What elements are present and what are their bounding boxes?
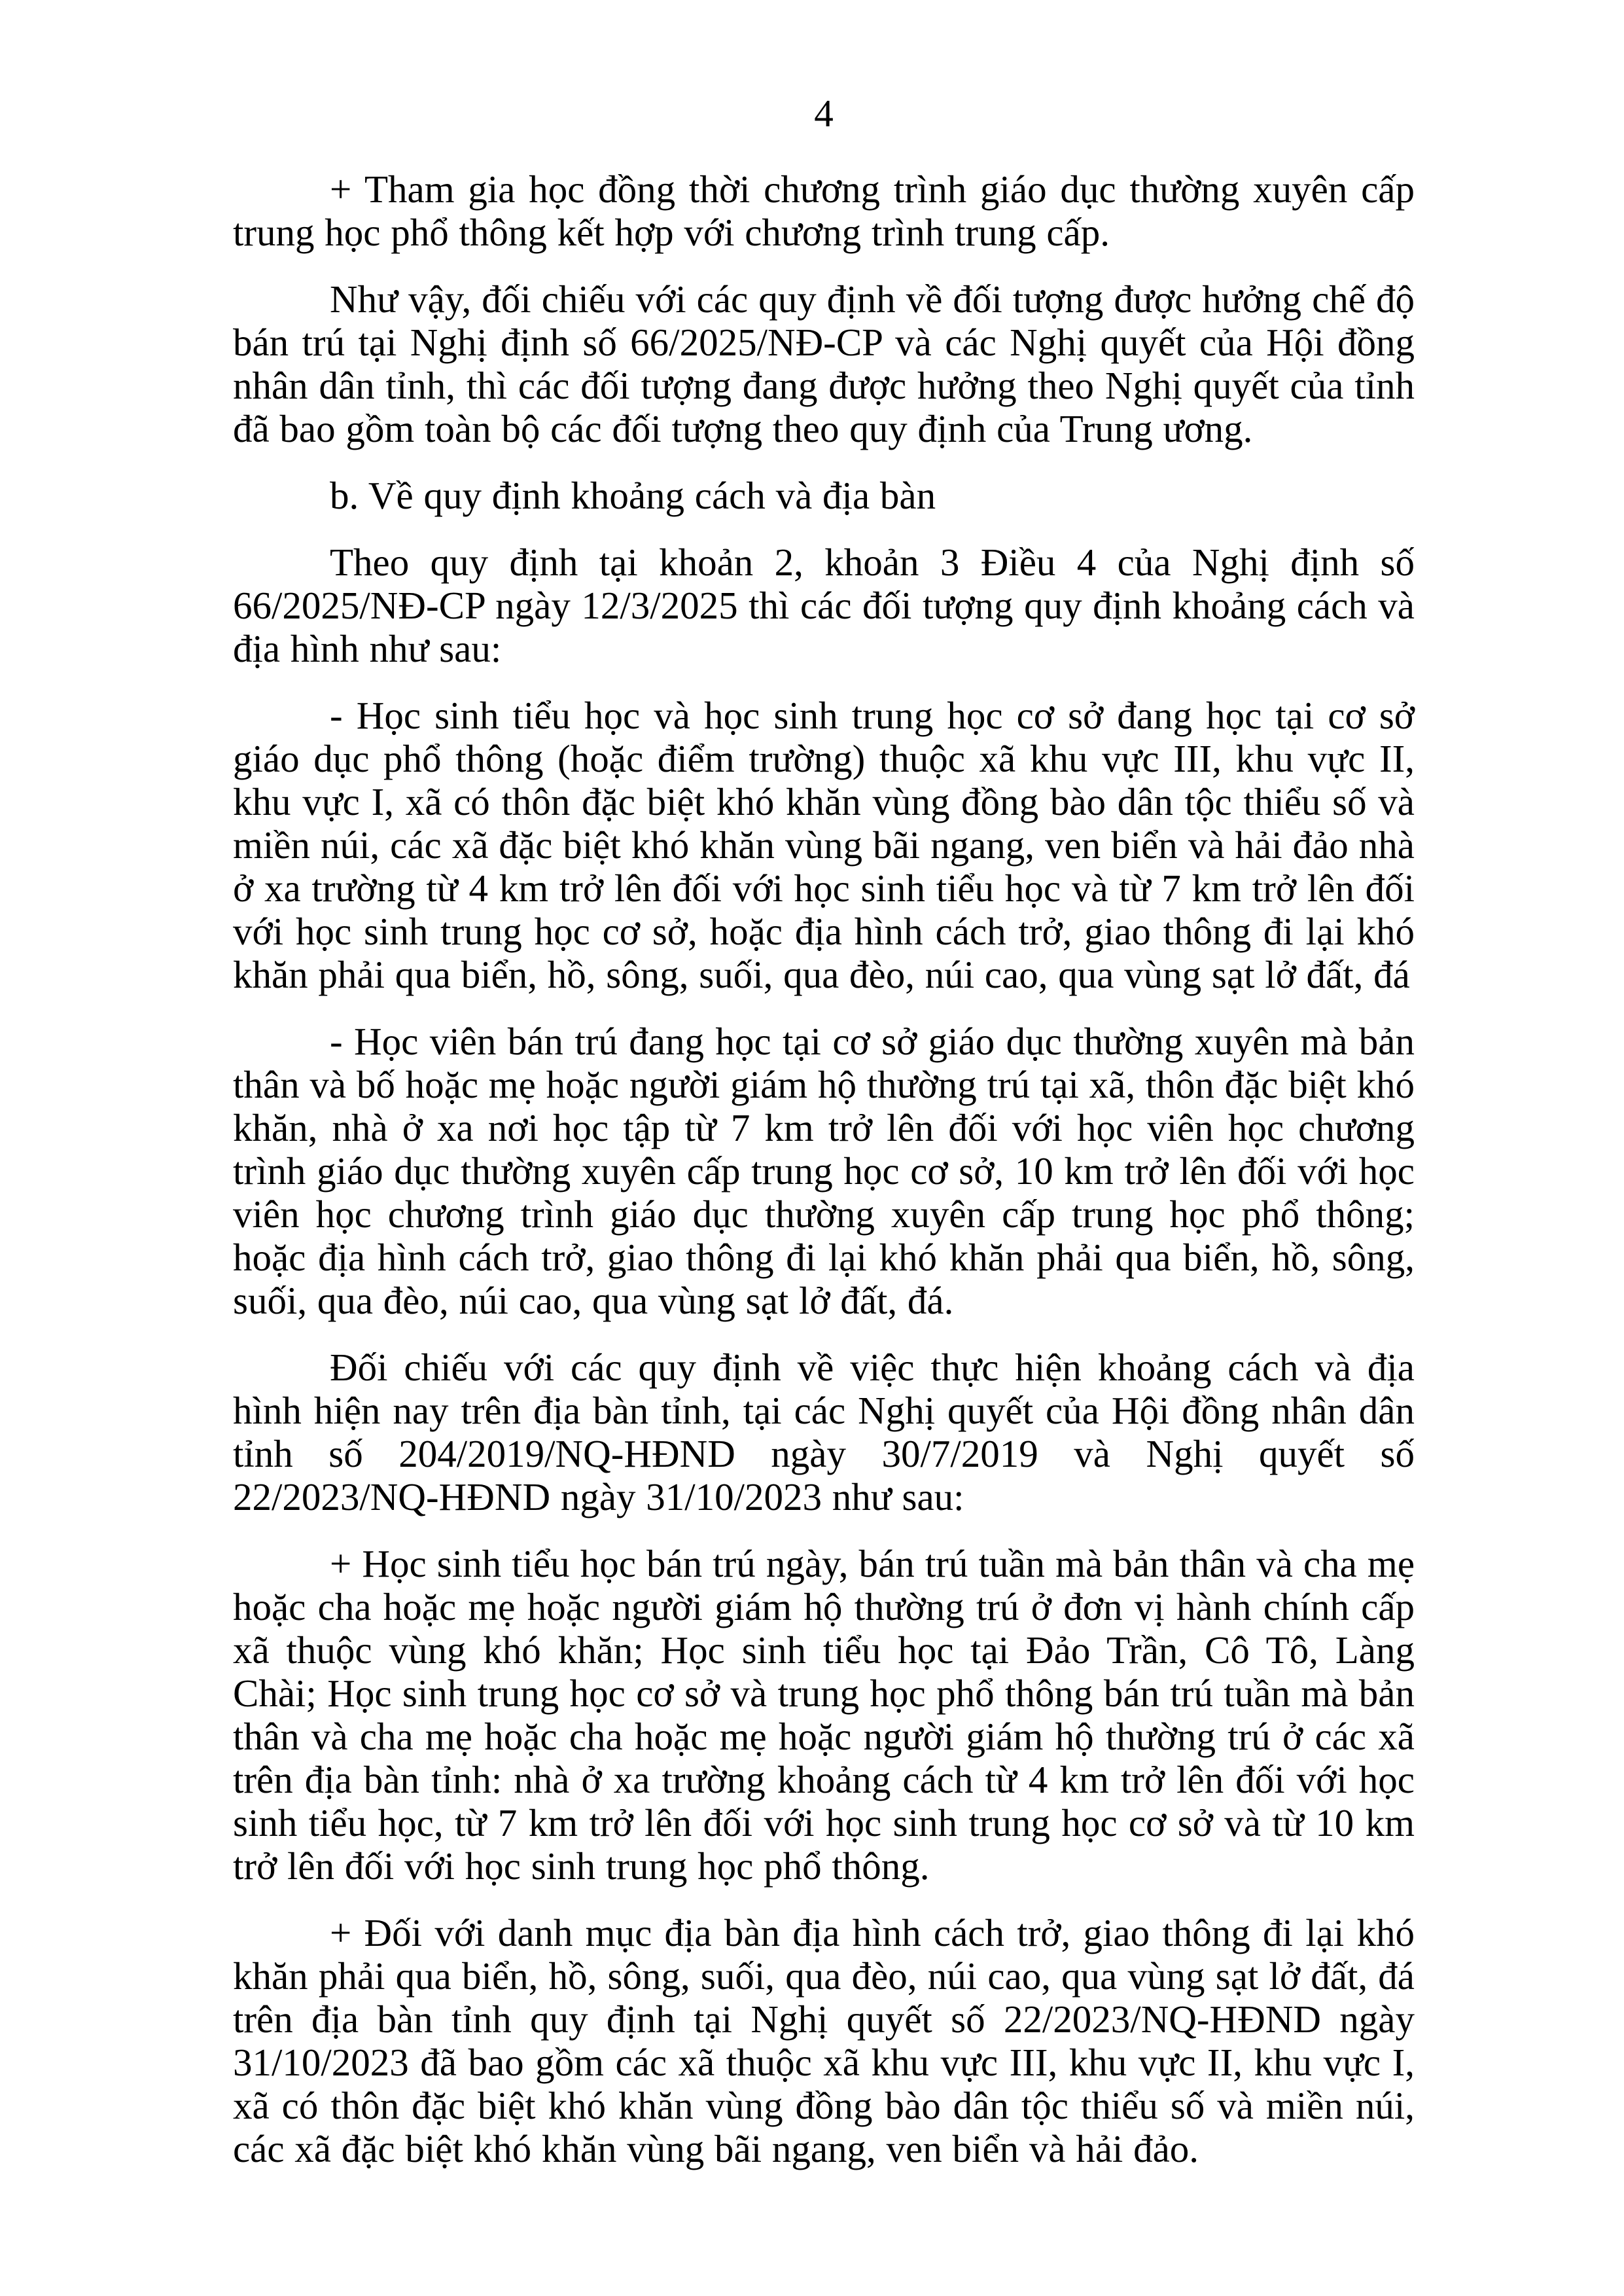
paragraph: + Tham gia học đồng thời chương trình giáo dục thường xuyên cấp trung học phổ thông kết hợp với chương trình trung cấp. (233, 168, 1415, 254)
paragraph: + Đối với danh mục địa bàn địa hình cách trở, giao thông đi lại khó khăn phải qua biển, hồ, sông, suối, qua đèo, núi cao, qua vùng sạt lở đất, đá trên địa bàn tỉnh quy định tại Nghị quyết số 22/2023/NQ-HĐND ngày 31/10/2023 đã bao gồm các xã thuộc xã khu vực III, khu vực II, khu vực I, xã có thôn đặc biệt khó khăn vùng đồng bào dân tộc thiểu số và miền núi, các xã đặc biệt khó khăn vùng bãi ngang, ven biển và hải đảo. (233, 1911, 1415, 2170)
page-number: 4 (814, 92, 834, 135)
paragraph: Đối chiếu với các quy định về việc thực hiện khoảng cách và địa hình hiện nay trên địa bàn tỉnh, tại các Nghị quyết của Hội đồng nhân dân tỉnh số 204/2019/NQ-HĐND ngày 30/7/2019 và Nghị quyết số 22/2023/NQ-HĐND ngày 31/10/2023 như sau: (233, 1346, 1415, 1518)
paragraph: Như vậy, đối chiếu với các quy định về đối tượng được hưởng chế độ bán trú tại Nghị định số 66/2025/NĐ-CP và các Nghị quyết của Hội đồng nhân dân tỉnh, thì các đối tượng đang được hưởng theo Nghị quyết của tỉnh đã bao gồm toàn bộ các đối tượng theo quy định của Trung ương. (233, 278, 1415, 450)
paragraph: - Học viên bán trú đang học tại cơ sở giáo dục thường xuyên mà bản thân và bố hoặc mẹ hoặc người giám hộ thường trú tại xã, thôn đặc biệt khó khăn, nhà ở xa nơi học tập từ 7 km trở lên đối với học viên học chương trình giáo dục thường xuyên cấp trung học cơ sở, 10 km trở lên đối với học viên học chương trình giáo dục thường xuyên cấp trung học phổ thông; hoặc địa hình cách trở, giao thông đi lại khó khăn phải qua biển, hồ, sông, suối, qua đèo, núi cao, qua vùng sạt lở đất, đá. (233, 1020, 1415, 1322)
paragraph: - Học sinh tiểu học và học sinh trung học cơ sở đang học tại cơ sở giáo dục phổ thông (hoặc điểm trường) thuộc xã khu vực III, khu vực II, khu vực I, xã có thôn đặc biệt khó khăn vùng đồng bào dân tộc thiểu số và miền núi, các xã đặc biệt khó khăn vùng bãi ngang, ven biển và hải đảo nhà ở xa trường từ 4 km trở lên đối với học sinh tiểu học và từ 7 km trở lên đối với học sinh trung học cơ sở, hoặc địa hình cách trở, giao thông đi lại khó khăn phải qua biển, hồ, sông, suối, qua đèo, núi cao, qua vùng sạt lở đất, đá (233, 694, 1415, 996)
paragraph: Theo quy định tại khoản 2, khoản 3 Điều 4 của Nghị định số 66/2025/NĐ-CP ngày 12/3/2025 thì các đối tượng quy định khoảng cách và địa hình như sau: (233, 541, 1415, 670)
section-heading: b. Về quy định khoảng cách và địa bàn (330, 474, 936, 517)
paragraph: + Học sinh tiểu học bán trú ngày, bán trú tuần mà bản thân và cha mẹ hoặc cha hoặc mẹ hoặc người giám hộ thường trú ở đơn vị hành chính cấp xã thuộc vùng khó khăn; Học sinh tiểu học tại Đảo Trần, Cô Tô, Làng Chài; Học sinh trung học cơ sở và trung học phổ thông bán trú tuần mà bản thân và cha mẹ hoặc cha hoặc mẹ hoặc người giám hộ thường trú ở các xã trên địa bàn tỉnh: nhà ở xa trường khoảng cách từ 4 km trở lên đối với học sinh tiểu học, từ 7 km trở lên đối với học sinh trung học cơ sở và từ 10 km trở lên đối với học sinh trung học phổ thông. (233, 1542, 1415, 1888)
